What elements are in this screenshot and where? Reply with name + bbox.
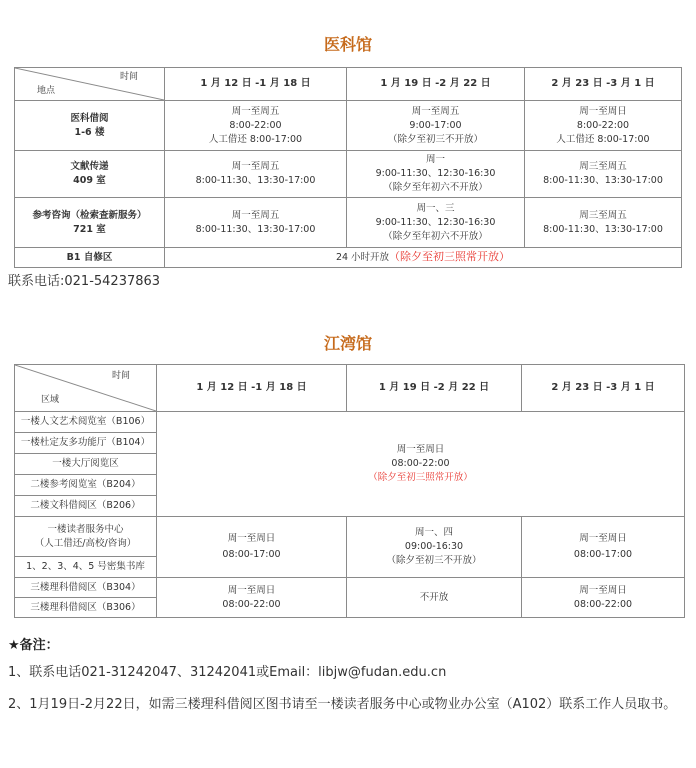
table-row [15,151,682,198]
cell-line: 08:00-22:00 [222,598,281,610]
b1-hours-text: 24 小时开放 [335,252,390,263]
jiangwan-header-period-3: 2 月 23 日 -3 月 1 日 [522,365,685,412]
notes-heading-text: 备注： [19,638,59,653]
schedule-cell [165,151,347,198]
cell-line: 9:00-17:00 [409,119,462,131]
diagonal-line [15,365,156,411]
area-name: 一楼大厅阅览区 [15,454,157,475]
jiangwan-corner-cell [15,365,157,412]
cell-line: 人工借还 8:00-17:00 [556,133,650,145]
cell-line: 人工借还 8:00-17:00 [208,133,303,145]
cell-line: 周一至周五 [231,105,280,117]
area-name: 二楼参考阅览室（B204） [15,475,157,496]
corner-time-label: 时间 [119,72,138,82]
cell-line: （除夕至年初六不开放） [383,182,488,193]
schedule-cell [525,151,682,198]
table-row [15,248,682,268]
schedule-cell [157,578,347,618]
row-name-line: 1-6 楼 [74,126,105,138]
cell-line: 9:00-11:30、12:30-16:30 [375,216,496,228]
yike-header-period-3: 2 月 23 日 -3 月 1 日 [525,68,682,101]
schedule-cell [347,517,522,578]
cell-line: 8:00-22:00 [229,119,282,131]
yike-header-period-1: 1 月 12 日 -1 月 18 日 [165,68,347,101]
cell-line: 周一至周五 [231,161,280,172]
schedule-cell [347,151,525,198]
cell-line: （除夕至初三不开放） [386,555,482,566]
table-row [15,412,685,433]
cell-line: 9:00-11:30、12:30-16:30 [375,168,496,179]
star-icon: ★ [8,638,20,653]
area-name: 1、2、3、4、5 号密集书库 [15,557,157,578]
cell-line: （除夕至年初六不开放） [383,230,488,242]
cell-line: 周一、三 [416,202,455,214]
area-name: 一楼人文艺术阅览室（B106） [15,412,157,433]
yike-row-name [15,151,165,198]
schedule-cell [157,517,347,578]
area-name-line: （人工借还/高校/咨询） [34,537,137,549]
cell-line: 周一至周日 [579,584,627,596]
yike-row-name [15,198,165,248]
cell-line: 08:00-22:00 [391,458,450,469]
corner-area-label: 区域 [41,395,60,405]
schedule-cell [525,198,682,248]
cell-line: 周三至周五 [579,209,627,221]
cell-line: 8:00-11:30、13:30-17:00 [543,175,663,186]
merged-hours-cell [157,412,685,517]
cell-line: 周三至周五 [579,161,627,172]
cell-line: 8:00-11:30、13:30-17:00 [195,175,316,186]
schedule-cell: 不开放 [347,578,522,618]
note-line-2: 2、1月19日-2月22日，如需三楼理科借阅区图书请至一楼读者服务中心或物业办公室（A102）联系工作人员取书。 [8,697,677,712]
row-name-line: 医科借阅 [70,112,109,124]
contact-phone: 联系电话:021-54237863 [8,274,161,289]
jiangwan-schedule-table [14,364,685,618]
area-name: 三楼理科借阅区（B304） [15,578,157,598]
area-name [15,517,157,557]
jiangwan-header-period-1: 1 月 12 日 -1 月 18 日 [157,365,347,412]
area-name-line: 一楼读者服务中心 [47,523,124,535]
cell-line: 8:00-11:30、13:30-17:00 [195,223,316,235]
cell-line: 周一至周日 [579,105,627,117]
cell-line: 08:00-17:00 [222,549,281,560]
cell-line: 8:00-11:30、13:30-17:00 [543,223,663,235]
yike-title: 医科馆 [323,35,372,54]
note-line-1: 1、联系电话021-31242047、31242041或Email：libjw@fudan.edu.cn [8,665,447,680]
cell-line: 09:00-16:30 [404,541,464,552]
schedule-cell [522,578,685,618]
row-name-line: 文献传递 [70,161,109,172]
schedule-cell [525,101,682,151]
yike-row-name [15,101,165,151]
cell-line: 周一至周日 [227,533,276,544]
cell-line: 周一至周五 [231,209,280,221]
b1-hours-cell [165,248,682,268]
table-row [15,198,682,248]
cell-line: 08:00-17:00 [573,549,633,560]
corner-time-label: 时间 [111,371,130,381]
notes-heading [8,634,59,653]
area-name: 三楼理科借阅区（B306） [15,598,157,618]
cell-line: 周一至周日 [396,444,445,455]
corner-location-label: 地点 [37,86,56,96]
row-name-line: 参考咨询（检索查新服务） [32,209,147,221]
schedule-cell [347,198,525,248]
cell-line: 周一至周日 [579,533,627,544]
table-row [15,101,682,151]
yike-corner-cell [15,68,165,101]
table-row [15,517,685,557]
jiangwan-title: 江湾馆 [323,334,372,353]
schedule-cell [165,101,347,151]
yike-schedule-table [14,67,682,268]
merged-note-red: （除夕至初三照常开放） [368,472,473,483]
cell-line: 周一至周日 [227,584,276,596]
cell-line: （除夕至初三不开放） [387,133,483,145]
row-name-line: 721 室 [73,223,106,235]
cell-line: 08:00-22:00 [573,598,633,610]
cell-line: 8:00-22:00 [576,119,630,131]
cell-line: 周一至周五 [411,105,460,117]
cell-line: 周一、四 [414,527,453,538]
jiangwan-header-period-2: 1 月 19 日 -2 月 22 日 [347,365,522,412]
row-name-line: 409 室 [73,175,106,186]
table-row [15,578,685,598]
area-name: 二楼文科借阅区（B206） [15,496,157,517]
b1-note-red: （除夕至初三照常开放） [389,250,511,263]
cell-line: 周一 [425,154,445,165]
b1-row-name: B1 自修区 [15,248,165,268]
yike-header-period-2: 1 月 19 日 -2 月 22 日 [347,68,525,101]
schedule-cell [522,517,685,578]
area-name: 一楼杜定友多功能厅（B104） [15,433,157,454]
schedule-cell [165,198,347,248]
schedule-cell [347,101,525,151]
